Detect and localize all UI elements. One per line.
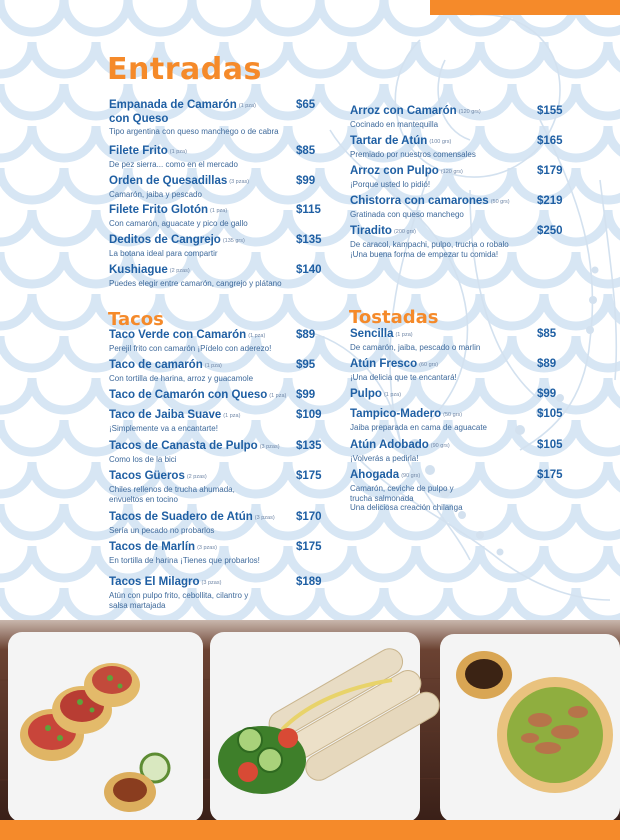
item-qty: (90 grs)	[401, 473, 421, 479]
item-description: La botana ideal para compartir	[109, 249, 218, 258]
item-description: Puedes elegir entre camarón, cangrejo y plátano	[109, 279, 282, 288]
item-description: Con camarón, aguacate y pico de gallo	[109, 219, 248, 228]
item-description: Jaiba preparada en cama de aguacate	[350, 423, 487, 432]
item-description: Gratinada con queso manchego	[350, 210, 464, 219]
item-description: Camarón, jaiba y pescado	[109, 190, 202, 199]
menu-item	[109, 204, 299, 229]
menu-item	[109, 470, 299, 504]
item-qty: (100 grs)	[429, 139, 452, 145]
item-price: $175	[296, 470, 322, 482]
item-description: Perejil frito con camarón ¡Pídelo con aderezo!	[109, 344, 272, 353]
item-name: Tacos de Suadero de Atún (3 pzas)	[109, 511, 275, 523]
item-qty: (1 pza)	[248, 333, 266, 339]
item-price: $105	[537, 439, 563, 451]
item-description: Camarón, ceviche de pulpo y trucha salmonada Una deliciosa creación chilanga	[350, 484, 463, 512]
menu-item	[109, 145, 299, 170]
item-price: $189	[296, 576, 322, 588]
item-description: Chiles rellenos de trucha ahumada, envueltos en tocino	[109, 485, 235, 504]
item-name: Kushiague (2 pzas)	[109, 264, 190, 276]
item-price: $99	[537, 388, 557, 400]
item-qty: (50 grs)	[490, 199, 510, 205]
item-description: Cocinado en mantequilla	[350, 120, 439, 129]
item-name: Taco de Jaiba Suave (1 pza)	[109, 409, 241, 421]
item-price: $109	[296, 409, 322, 421]
item-qty: (1 pza)	[238, 103, 256, 109]
section-title-tostadas: Tostadas	[349, 307, 439, 328]
item-price: $219	[537, 195, 563, 207]
item-name: Tiradito (200 grs)	[350, 225, 416, 237]
item-qty: (1 pza)	[210, 208, 228, 214]
item-price: $85	[537, 328, 557, 340]
item-description: De caracol, kampachi, pulpo, trucha o robalo ¡Una buena forma de empezar tu comida!	[350, 240, 509, 259]
item-name: Filete Frito (1 pza)	[109, 145, 187, 157]
menu-item	[109, 389, 299, 403]
rolled-tacos-plate	[210, 632, 444, 820]
item-name: Filete Frito Glotón (1 pza)	[109, 204, 228, 216]
item-qty: (135 grs)	[222, 238, 245, 244]
item-name: Tacos Güeros (2 pzas)	[109, 470, 207, 482]
menu-item	[109, 264, 299, 289]
item-name: Tacos de Canasta de Pulpo (3 pzas)	[109, 440, 280, 452]
item-qty: (1 pza)	[169, 149, 187, 155]
menu-item	[109, 329, 299, 354]
item-qty: (1 pza)	[383, 392, 402, 398]
menu-item	[350, 358, 535, 383]
item-price: $175	[537, 469, 563, 481]
item-price: $135	[296, 440, 322, 452]
item-price: $85	[296, 145, 316, 157]
item-price: $250	[537, 225, 563, 237]
menu-item	[109, 576, 299, 610]
menu-item	[350, 439, 535, 464]
item-price: $140	[296, 264, 322, 276]
bottom-accent-bar	[0, 820, 620, 840]
item-price: $89	[537, 358, 557, 370]
menu-item	[350, 135, 535, 160]
item-description: ¡Porque usted lo pidió!	[350, 180, 431, 189]
item-description: Como los de la bici	[109, 455, 177, 464]
item-qty: (60 grs)	[419, 362, 439, 368]
item-qty: (90 grs)	[430, 443, 450, 449]
item-qty: (3 pzas)	[254, 515, 275, 521]
item-name: Sencilla (1 pza)	[350, 328, 413, 340]
item-name: Empanada de Camarón (1 pza)	[109, 99, 256, 111]
item-name: Arroz con Pulpo (120 grs)	[350, 165, 463, 177]
menu-item	[109, 440, 299, 465]
item-name: Atún Fresco (60 grs)	[350, 358, 439, 370]
item-description: Atún con pulpo frito, cebollita, cilantro y salsa martajada	[109, 591, 249, 610]
food-photo	[0, 620, 620, 820]
item-price: $115	[296, 204, 321, 216]
section-title-entradas: Entradas	[107, 52, 262, 87]
item-price: $65	[296, 99, 316, 111]
item-name: Taco de camarón (1 pza)	[109, 359, 222, 371]
item-qty: (200 grs)	[393, 229, 416, 235]
item-qty: (50 grs)	[443, 412, 463, 418]
item-price: $165	[537, 135, 563, 147]
tostada-with-salsa-plate	[440, 634, 620, 820]
item-name: Deditos de Cangrejo (135 grs)	[109, 234, 245, 246]
item-description: Sería un pecado no probarlos	[109, 526, 215, 535]
top-accent-bar	[430, 0, 620, 15]
menu-item	[350, 195, 535, 220]
item-qty: (1 pza)	[269, 393, 287, 399]
item-name: Chistorra con camarones (50 grs)	[350, 195, 510, 207]
item-price: $135	[296, 234, 322, 246]
item-price: $99	[296, 175, 316, 187]
item-description: ¡Una delicia que te encantará!	[350, 373, 457, 382]
item-price: $99	[296, 389, 316, 401]
item-name: Pulpo (1 pza)	[350, 388, 402, 400]
menu-item	[350, 105, 535, 130]
item-price: $170	[296, 511, 322, 523]
menu-item	[350, 388, 535, 402]
item-qty: (3 pzas)	[259, 444, 280, 450]
item-price: $105	[537, 408, 563, 420]
item-description: ¡Volverás a pedirla!	[350, 454, 419, 463]
item-price: $175	[296, 541, 322, 553]
menu-item	[350, 165, 535, 190]
item-qty: (120 grs)	[458, 109, 481, 115]
item-name: Tacos de Marlín (3 pzas)	[109, 541, 217, 553]
menu-item	[109, 359, 299, 384]
item-description: Tipo argentina con queso manchego o de cabra	[109, 127, 279, 136]
item-price: $155	[537, 105, 563, 117]
item-qty: (1 pza)	[395, 332, 413, 338]
item-qty: (3 pzas)	[201, 580, 222, 586]
item-description: Con tortilla de harina, arroz y guacamole	[109, 374, 254, 383]
item-qty: (3 pzas)	[229, 179, 250, 185]
item-qty: (1 pza)	[223, 413, 241, 419]
menu-item	[350, 225, 535, 259]
item-qty: (2 pzas)	[169, 268, 190, 274]
item-name: Tampico-Madero (50 grs)	[350, 408, 463, 420]
item-name: Atún Adobado (90 grs)	[350, 439, 450, 451]
menu-item	[350, 408, 535, 433]
item-price: $89	[296, 329, 316, 341]
menu-item	[109, 99, 299, 137]
item-qty: (1 pza)	[204, 363, 222, 369]
menu-item	[109, 175, 299, 200]
item-description: En tortilla de harina ¡Tienes que probarlos!	[109, 556, 260, 565]
item-name: Tartar de Atún (100 grs)	[350, 135, 452, 147]
item-name: Ahogada (90 grs)	[350, 469, 421, 481]
menu-item	[109, 409, 299, 434]
item-description: De camarón, jaiba, pescado o marlin	[350, 343, 481, 352]
item-description: De pez sierra... como en el mercado	[109, 160, 238, 169]
item-name: Taco Verde con Camarón (1 pza)	[109, 329, 266, 341]
item-name: Tacos El Milagro (3 pzas)	[109, 576, 222, 588]
menu-item	[350, 469, 535, 513]
item-description: ¡Simplemente va a encantarte!	[109, 424, 218, 433]
item-price: $179	[537, 165, 563, 177]
section-title-tacos: Tacos	[108, 309, 164, 330]
item-name-line2: con Queso	[109, 113, 169, 125]
item-qty: (2 pzas)	[186, 474, 207, 480]
item-qty: (120 grs)	[440, 169, 463, 175]
item-name: Arroz con Camarón (120 grs)	[350, 105, 481, 117]
menu-item	[350, 328, 535, 353]
menu-item	[109, 511, 299, 536]
menu-item	[109, 234, 299, 259]
menu-item	[109, 541, 299, 566]
item-description: Premiado por nuestros comensales	[350, 150, 476, 159]
item-qty: (3 pzas)	[197, 545, 217, 551]
tostadas-plate	[8, 632, 203, 820]
item-price: $95	[296, 359, 316, 371]
item-name: Orden de Quesadillas (3 pzas)	[109, 175, 250, 187]
item-name: Taco de Camarón con Queso (1 pza)	[109, 389, 287, 401]
